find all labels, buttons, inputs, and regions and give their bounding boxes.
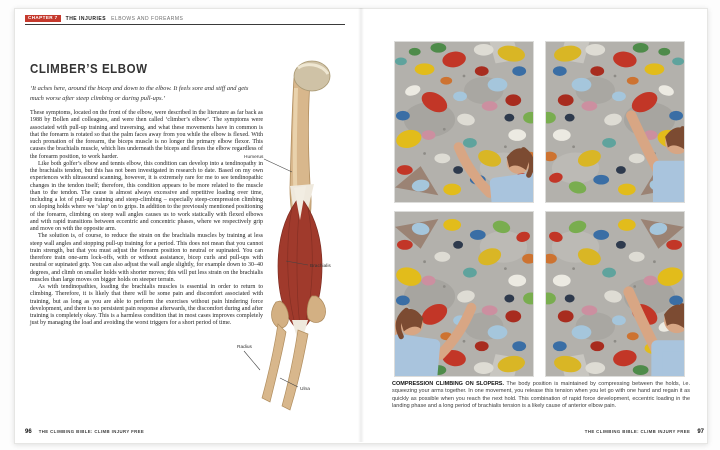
paragraph: The solution is, of course, to reduce the strain on the brachialis muscles by training at less steep wall angles and stopping pull-up training for a period. This does not mean that you cannot train strength, but that you must adjust the forearm position to neutral or supinated. You can therefore train one-arm lock-offs, with or without assistance, bicep curls and pull-ups with neutral or supinated grip. You can also adjust the wall angle slightly, for example down to 30–40 degrees, and climb on smaller holds with shorter moves; this will put less strain on the brachialis muscles than large moves on bigger holds on steeper terrain. bbox=[30, 233, 263, 283]
paragraph: These symptoms, located on the front of the elbow, were described in the literature as far back as 1988 by Bollen and colleagues, and were then called ‘climber’s elbow’. The symptoms were associated with pull-up training and traversing, and what these movements have in common is that the forearm is rotated so that the palm faces away from you while the elbow is flexed. With such pronation of the forearm, the biceps muscle is no longer the primary elbow flexor. This causes the brachialis muscle, which lies underneath the biceps and flexes the elbow regardless of the forearm position, to work harder. bbox=[30, 110, 263, 160]
photo-4-image bbox=[546, 212, 684, 376]
caption-text: The body position is maintained by compressing between the holds, i.e. squeezing your arms together. In one movement, you release this tension when you let go with one hand and regain it as quickly as possible when you reach the next hold. This combination of rapid force development, eccentric loading in the landing phase and a long period of brachialis tension is a likely cause of anterior elbow pain. bbox=[392, 381, 691, 410]
ulna-bone bbox=[282, 330, 308, 410]
photo-sequence-1 bbox=[395, 42, 533, 202]
photo-sequence-4 bbox=[546, 212, 684, 376]
label-brachialis: Brachialis bbox=[310, 264, 331, 269]
arm-anatomy-illustration bbox=[236, 58, 358, 426]
caption-lead: COMPRESSION CLIMBING ON SLOPERS. bbox=[392, 381, 504, 387]
photo-3-image bbox=[395, 212, 533, 376]
header-section: THE INJURIES bbox=[65, 15, 107, 22]
left-page-number: 96 bbox=[25, 429, 32, 435]
photo-2-image bbox=[546, 42, 684, 202]
page-seam bbox=[358, 8, 364, 442]
intro-quote: ‘It aches here, around the bicep and down to the elbow. It feels sore and stiff and gets much worse after steep climbing or during pull-ups.’ bbox=[30, 85, 249, 102]
header-subsection: ELBOWS AND FOREARMS bbox=[111, 15, 184, 22]
label-radius-line bbox=[244, 351, 260, 370]
label-humerus-line bbox=[264, 159, 292, 172]
header-rule bbox=[25, 24, 345, 25]
label-humerus: Humerus bbox=[244, 155, 264, 160]
page-title: CLIMBER’S ELBOW bbox=[30, 62, 148, 76]
olecranon bbox=[307, 296, 325, 323]
label-radius: Radius bbox=[237, 345, 252, 350]
radius-bone bbox=[262, 324, 286, 402]
right-page-number: 97 bbox=[697, 429, 704, 435]
photo-caption bbox=[392, 381, 690, 411]
right-footer bbox=[585, 429, 704, 435]
arm-anatomy-svg bbox=[236, 58, 358, 426]
right-book-title: THE CLIMBING BIBLE: CLIMB INJURY FREE bbox=[584, 429, 691, 434]
chapter-badge: CHAPTER 7 bbox=[25, 15, 61, 22]
paragraph: Like both golfer’s elbow and tennis elbow, this condition can develop into a tendinopathy in the brachialis tendon, but this has not been investigated in research to date. Based on my own experiences with ultrasound scanning, however, it is extremely rare for me to see tendinopathic changes in the tendon itself; therefore, this condition appears to be more related to the muscle than to the tendon. The cause is almost always excessive and repetitive loading over time, including a lot of pull-up training and steep-climbing – especially steep-compression climbing on sloping holds where we ‘slap’ on to grips. In addition to the previously mentioned positioning of the forearm, climbing on steep wall angles causes us to work statically with flexed elbows and with rapid transitions between eccentric and concentric phases, where we respectively grip and move on with the opposite arm. bbox=[30, 160, 263, 232]
page-header bbox=[25, 14, 183, 23]
body-text bbox=[30, 110, 263, 328]
photo-sequence-2 bbox=[546, 42, 684, 202]
paragraph: As with tendinopathies, loading the brachialis muscles is essential in order to return to climbing. Therefore, it is likely that there will be some pain and discomfort associated with training, but as long as you are able to perform the exercises without pain hindering force development, and there is no persistent pain response afterwards, the discomfort during and after training is completely okay. This is a harmless condition that in most cases improves completely just by managing the load and avoiding the worst triggers for a short period of time. bbox=[30, 284, 263, 327]
left-book-title: THE CLIMBING BIBLE: CLIMB INJURY FREE bbox=[38, 429, 145, 434]
left-footer bbox=[25, 429, 144, 435]
photo-sequence-3 bbox=[395, 212, 533, 376]
label-ulna: Ulna bbox=[300, 387, 310, 392]
photo-1-image bbox=[395, 42, 533, 202]
